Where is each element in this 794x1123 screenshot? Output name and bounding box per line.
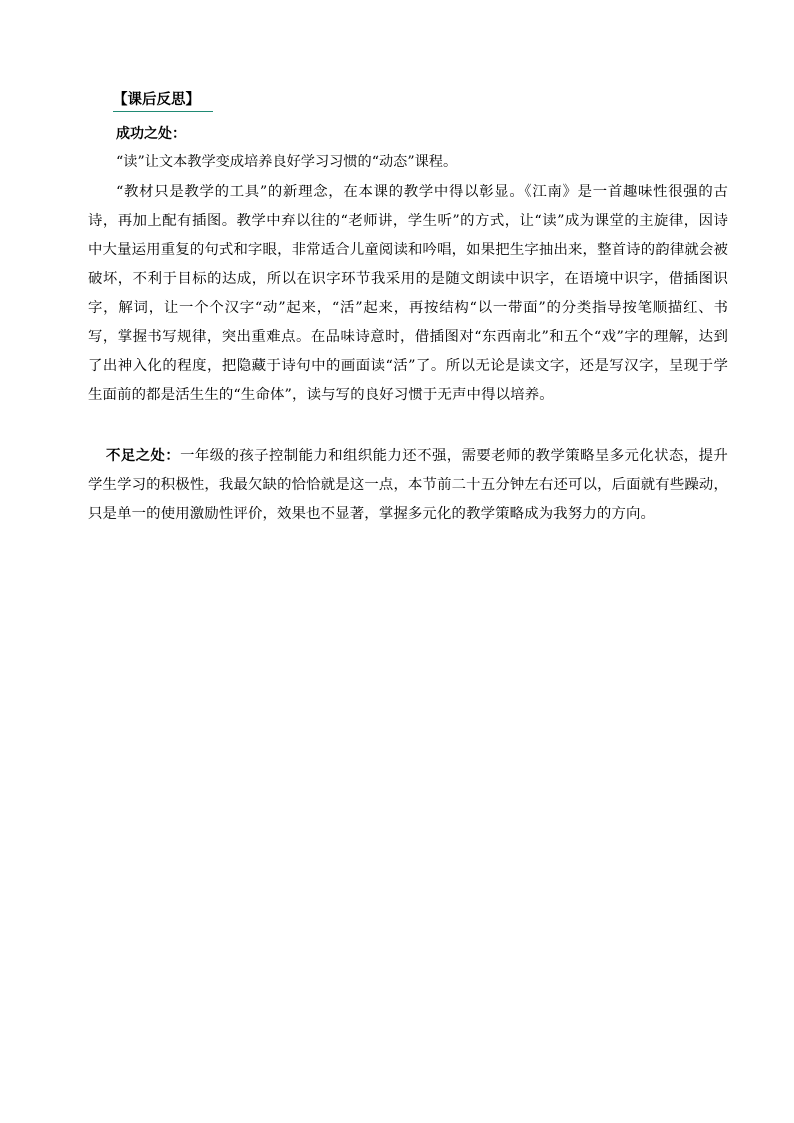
deficiency-block xyxy=(88,442,728,529)
deficiency-title: 不足之处： xyxy=(106,448,181,464)
reflection-heading: 【课后反思】 xyxy=(113,89,213,112)
paragraph-deficiency: 一年级的孩子控制能力和组织能力还不强，需要老师的教学策略呈多元化状态，提升学生学习的积极性，我最欠缺的恰恰就是这一点，本节前二十五分钟左右还可以，后面就有些躁动，只是单一的使用激励性评价，效果也不显著，掌握多元化的教学策略成为我努力的方向。 xyxy=(88,448,728,522)
paragraph-read-dynamic: “读”让文本教学变成培养良好学习习惯的“动态”课程。 xyxy=(116,154,458,170)
success-title: 成功之处： xyxy=(116,126,186,142)
paragraph-textbook-tool: “教材只是教学的工具”的新理念，在本课的教学中得以彰显。《江南》是一首趣味性很强的古诗，再加上配有插图。教学中弃以往的“老师讲，学生听”的方式，让“读”成为课堂的主旋律，因诗中大量运用重复的句式和字眼，非常适合儿童阅读和吟唱，如果把生字抽出来，整首诗的韵律就会被破坏，不利于目标的达成，所以在识字环节我采用的是随文朗读中识字，在语境中识字，借插图识字，解词，让一个个汉字“动”起来，“活”起来，再按结构“以一带面”的分类指导按笔顺描红、书写，掌握书写规律，突出重难点。在品味诗意时，借插图对“东西南北”和五个“戏”字的理解，达到了出神入化的程度，把隐藏于诗句中的画面读“活”了。所以无论是读文字，还是写汉字，呈现于学生面前的都是活生生的“生命体”，读与写的良好习惯于无声中得以培养。 xyxy=(88,184,728,403)
